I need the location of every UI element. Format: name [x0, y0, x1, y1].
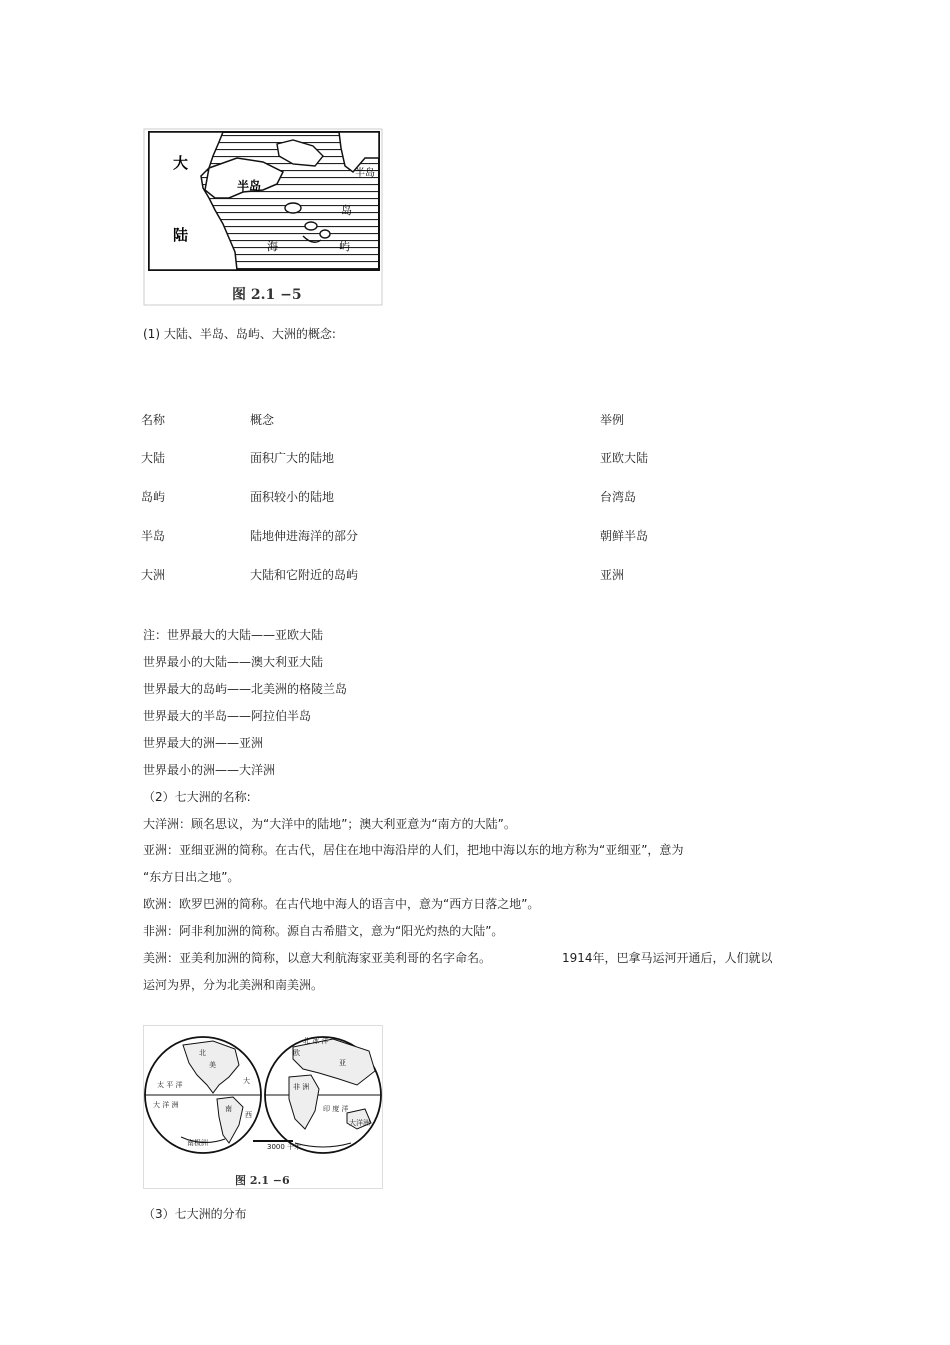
note-line: 世界最大的半岛——阿拉伯半岛: [143, 709, 312, 723]
america-text-year: 1914年，巴拿马运河开通后，人们就以: [562, 951, 773, 965]
table-cell: 亚欧大陆: [600, 451, 649, 465]
europe-label: 欧: [293, 1049, 300, 1057]
scale-label: 3000 千米: [267, 1143, 302, 1151]
table-cell: 朝鲜半岛: [600, 529, 649, 543]
table-cell: 大陆: [141, 451, 166, 465]
note-line: 注：世界最大的大陆——亚欧大陆: [143, 628, 324, 642]
asia-label: 亚: [339, 1059, 346, 1067]
section2-title: （2）七大洲的名称:: [143, 790, 251, 804]
peninsula-right-label: 半岛: [355, 168, 375, 179]
figure2-caption: 图 2.1 −6: [235, 1174, 290, 1187]
island-label: 岛: [341, 204, 352, 217]
peninsula-label: 半岛: [237, 179, 262, 193]
arctic-label: 北 冰 洋: [303, 1037, 329, 1045]
asia-text-cont: “东方日出之地”。: [143, 870, 240, 884]
table-cell: 台湾岛: [600, 490, 637, 504]
pacific-label-2: 大 洋 洲: [153, 1101, 179, 1109]
island-label-b: 屿: [339, 240, 350, 253]
atlantic-label-2: 西: [245, 1111, 252, 1119]
table-cell: 半岛: [141, 529, 166, 543]
table-header-example: 举例: [600, 413, 625, 427]
world-hemispheres-map: [143, 1025, 383, 1189]
continent-label-bottom: 陆: [173, 226, 189, 244]
section3-title: （3）七大洲的分布: [143, 1207, 247, 1221]
table-header-name: 名称: [141, 413, 166, 427]
indian-ocean-label: 印 度 洋: [323, 1105, 349, 1113]
oceania-text: 大洋洲：顾名思议，为“大洋中的陆地”；澳大利亚意为“南方的大陆”。: [143, 817, 516, 831]
figure1-caption: 图 2.1 −5: [232, 287, 302, 303]
table-cell: 面积较小的陆地: [250, 490, 335, 504]
america-text: 美洲：亚美利加洲的简称，以意大利航海家亚美利哥的名字命名。: [143, 951, 492, 965]
note-line: 世界最大的洲——亚洲: [143, 736, 264, 750]
table-cell: 亚洲: [600, 568, 625, 582]
note-line: 世界最大的岛屿——北美洲的格陵兰岛: [143, 682, 348, 696]
table-cell: 大洲: [141, 568, 166, 582]
peninsula-island-map: [143, 128, 383, 306]
north-america-label: 北: [199, 1049, 206, 1057]
africa-text: 非洲：阿非利加洲的简称。源自古希腊文，意为“阳光灼热的大陆”。: [143, 924, 504, 938]
figure-peninsula-island: [143, 128, 383, 306]
continent-label-top: 大: [173, 154, 189, 172]
europe-text: 欧洲：欧罗巴洲的简称。在古代地中海人的语言中，意为“西方日落之地”。: [143, 897, 540, 911]
table-cell: 陆地伸进海洋的部分: [250, 529, 359, 543]
table-cell: 岛屿: [141, 490, 166, 504]
america-text-cont: 运河为界，分为北美洲和南美洲。: [143, 978, 324, 992]
sea-label: 海: [267, 240, 278, 253]
africa-label: 非 洲: [293, 1083, 310, 1091]
note-line: 世界最小的大陆——澳大利亚大陆: [143, 655, 324, 669]
atlantic-label: 大: [243, 1077, 250, 1085]
section1-title: (1) 大陆、半岛、岛屿、大洲的概念:: [143, 327, 336, 341]
pacific-label: 太 平 洋: [157, 1081, 183, 1089]
antarctica-label: 南极洲: [187, 1139, 208, 1147]
table-header-concept: 概念: [250, 413, 275, 427]
table-cell: 大陆和它附近的岛屿: [250, 568, 359, 582]
oceania-label: 大洋洲: [349, 1119, 370, 1127]
north-america-label-2: 美: [209, 1061, 216, 1069]
asia-text: 亚洲：亚细亚洲的简称。在古代，居住在地中海沿岸的人们，把地中海以东的地方称为“亚细亚”，意为: [143, 843, 684, 857]
table-cell: 面积广大的陆地: [250, 451, 335, 465]
south-america-label: 南: [225, 1105, 232, 1113]
figure-world-hemispheres: [143, 1025, 383, 1189]
note-line: 世界最小的洲——大洋洲: [143, 763, 276, 777]
